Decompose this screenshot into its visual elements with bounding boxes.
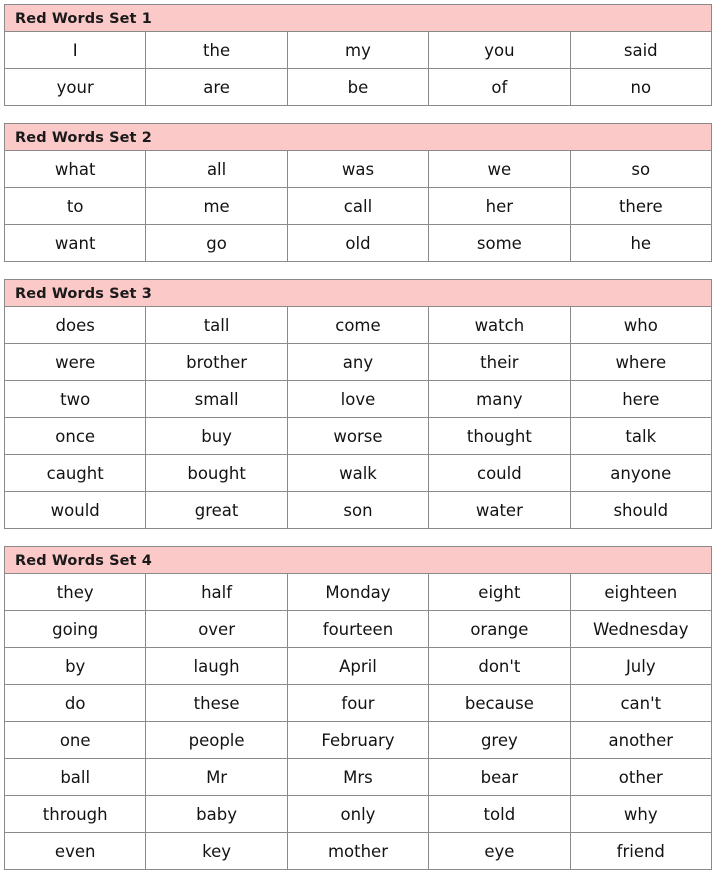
word-cell[interactable]: all <box>146 151 287 188</box>
word-cell[interactable]: people <box>146 722 287 759</box>
word-cell[interactable]: are <box>146 69 287 106</box>
word-cell[interactable]: great <box>146 492 287 529</box>
word-cell[interactable]: eight <box>429 574 570 611</box>
word-cell[interactable]: go <box>146 225 287 262</box>
word-cell[interactable]: should <box>570 492 711 529</box>
word-cell[interactable]: buy <box>146 418 287 455</box>
table-row <box>5 611 712 648</box>
word-sets-container <box>4 4 712 870</box>
table-row <box>5 722 712 759</box>
table-row <box>5 151 712 188</box>
word-table <box>4 151 712 262</box>
word-cell[interactable]: don't <box>429 648 570 685</box>
word-cell[interactable]: we <box>429 151 570 188</box>
word-cell[interactable]: brother <box>146 344 287 381</box>
word-cell[interactable]: can't <box>570 685 711 722</box>
word-cell[interactable]: even <box>5 833 146 870</box>
word-cell[interactable]: the <box>146 32 287 69</box>
word-cell[interactable]: what <box>5 151 146 188</box>
word-cell[interactable]: of <box>429 69 570 106</box>
word-table <box>4 574 712 870</box>
word-cell[interactable]: eighteen <box>570 574 711 611</box>
word-cell[interactable]: they <box>5 574 146 611</box>
word-cell[interactable]: baby <box>146 796 287 833</box>
word-cell[interactable]: could <box>429 455 570 492</box>
table-row <box>5 381 712 418</box>
word-set <box>4 4 712 106</box>
word-cell[interactable]: Monday <box>287 574 428 611</box>
table-row <box>5 344 712 381</box>
word-cell[interactable]: were <box>5 344 146 381</box>
word-set-header: Red Words Set 1 <box>4 4 712 32</box>
word-cell[interactable]: who <box>570 307 711 344</box>
word-cell[interactable]: do <box>5 685 146 722</box>
table-row <box>5 574 712 611</box>
word-cell[interactable]: Mr <box>146 759 287 796</box>
word-set <box>4 123 712 262</box>
word-cell[interactable]: anyone <box>570 455 711 492</box>
word-cell[interactable]: he <box>570 225 711 262</box>
table-row <box>5 69 712 106</box>
word-cell[interactable]: because <box>429 685 570 722</box>
word-cell[interactable]: two <box>5 381 146 418</box>
word-cell[interactable]: call <box>287 188 428 225</box>
word-cell[interactable]: small <box>146 381 287 418</box>
word-cell[interactable]: many <box>429 381 570 418</box>
word-cell[interactable]: so <box>570 151 711 188</box>
word-cell[interactable]: half <box>146 574 287 611</box>
word-cell[interactable]: watch <box>429 307 570 344</box>
table-row <box>5 188 712 225</box>
word-cell[interactable]: key <box>146 833 287 870</box>
word-cell[interactable]: talk <box>570 418 711 455</box>
word-cell[interactable]: bear <box>429 759 570 796</box>
word-cell[interactable]: worse <box>287 418 428 455</box>
word-cell[interactable]: tall <box>146 307 287 344</box>
word-cell[interactable]: grey <box>429 722 570 759</box>
word-cell[interactable]: only <box>287 796 428 833</box>
word-cell[interactable]: does <box>5 307 146 344</box>
word-cell[interactable]: was <box>287 151 428 188</box>
word-cell[interactable]: going <box>5 611 146 648</box>
table-row <box>5 307 712 344</box>
table-row <box>5 648 712 685</box>
word-cell[interactable]: would <box>5 492 146 529</box>
table-row <box>5 685 712 722</box>
word-cell[interactable]: you <box>429 32 570 69</box>
word-cell[interactable]: over <box>146 611 287 648</box>
word-set-header: Red Words Set 3 <box>4 279 712 307</box>
word-cell[interactable]: Wednesday <box>570 611 711 648</box>
word-cell[interactable]: any <box>287 344 428 381</box>
word-cell[interactable]: son <box>287 492 428 529</box>
word-cell[interactable]: one <box>5 722 146 759</box>
word-cell[interactable]: my <box>287 32 428 69</box>
word-cell[interactable]: want <box>5 225 146 262</box>
word-cell[interactable]: eye <box>429 833 570 870</box>
word-cell[interactable]: friend <box>570 833 711 870</box>
word-cell[interactable]: there <box>570 188 711 225</box>
word-cell[interactable]: caught <box>5 455 146 492</box>
table-row <box>5 418 712 455</box>
word-cell[interactable]: fourteen <box>287 611 428 648</box>
word-cell[interactable]: I <box>5 32 146 69</box>
word-cell[interactable]: other <box>570 759 711 796</box>
word-cell[interactable]: orange <box>429 611 570 648</box>
word-cell[interactable]: here <box>570 381 711 418</box>
table-row <box>5 225 712 262</box>
word-set <box>4 546 712 870</box>
word-set <box>4 279 712 529</box>
word-cell[interactable]: by <box>5 648 146 685</box>
word-cell[interactable]: once <box>5 418 146 455</box>
word-cell[interactable]: no <box>570 69 711 106</box>
word-cell[interactable]: thought <box>429 418 570 455</box>
table-row <box>5 492 712 529</box>
word-table <box>4 32 712 106</box>
table-row <box>5 796 712 833</box>
word-cell[interactable]: told <box>429 796 570 833</box>
table-row <box>5 759 712 796</box>
word-table <box>4 307 712 529</box>
word-cell[interactable]: these <box>146 685 287 722</box>
word-cell[interactable]: Mrs <box>287 759 428 796</box>
word-cell[interactable]: through <box>5 796 146 833</box>
word-cell[interactable]: to <box>5 188 146 225</box>
word-cell[interactable]: walk <box>287 455 428 492</box>
word-cell[interactable]: their <box>429 344 570 381</box>
word-cell[interactable]: your <box>5 69 146 106</box>
word-cell[interactable]: bought <box>146 455 287 492</box>
word-cell[interactable]: laugh <box>146 648 287 685</box>
word-set-header: Red Words Set 2 <box>4 123 712 151</box>
word-cell[interactable]: come <box>287 307 428 344</box>
word-cell[interactable]: mother <box>287 833 428 870</box>
word-cell[interactable]: four <box>287 685 428 722</box>
table-row <box>5 32 712 69</box>
word-cell[interactable]: February <box>287 722 428 759</box>
word-cell[interactable]: ball <box>5 759 146 796</box>
word-cell[interactable]: April <box>287 648 428 685</box>
word-cell[interactable]: me <box>146 188 287 225</box>
word-cell[interactable]: some <box>429 225 570 262</box>
word-cell[interactable]: why <box>570 796 711 833</box>
word-cell[interactable]: water <box>429 492 570 529</box>
word-cell[interactable]: said <box>570 32 711 69</box>
word-cell[interactable]: where <box>570 344 711 381</box>
word-cell[interactable]: love <box>287 381 428 418</box>
word-cell[interactable]: be <box>287 69 428 106</box>
word-cell[interactable]: July <box>570 648 711 685</box>
word-cell[interactable]: her <box>429 188 570 225</box>
word-cell[interactable]: old <box>287 225 428 262</box>
word-cell[interactable]: another <box>570 722 711 759</box>
word-set-header: Red Words Set 4 <box>4 546 712 574</box>
table-row <box>5 455 712 492</box>
